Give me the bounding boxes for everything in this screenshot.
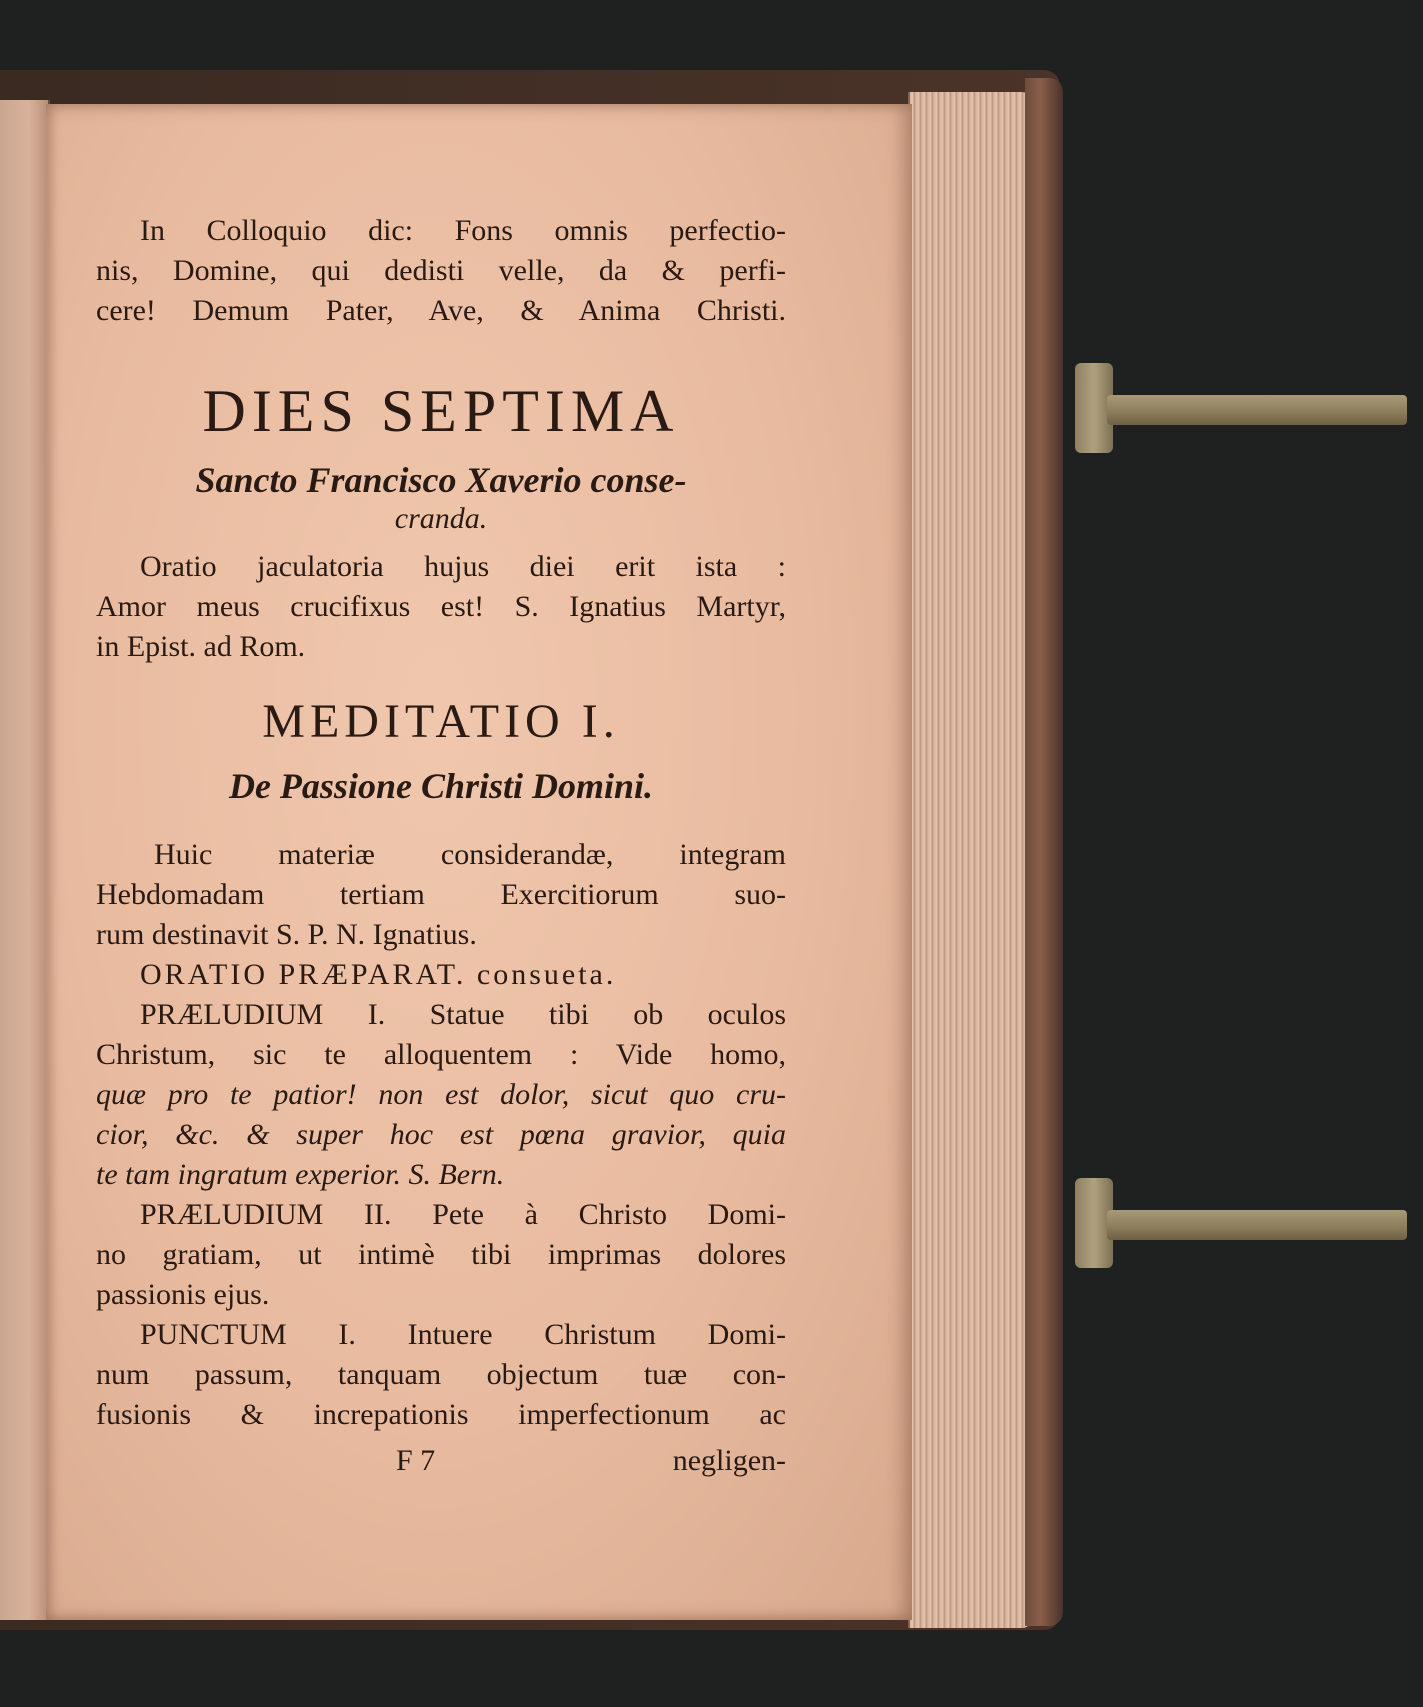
day-heading: DIES SEPTIMA [202,378,680,444]
body-line: PUNCTUM I. Intuere Christum Domi- [140,1318,786,1351]
body-line: ORATIO PRÆPARAT. consueta. [140,958,617,991]
body-line: Huic materiæ considerandæ, integram [154,838,786,871]
body-line: quæ pro te patior! non est dolor, sicut quo cru- [96,1078,786,1111]
colloquy-line: cere! Demum Pater, Ave, & Anima Christi. [96,294,786,327]
meditation-subtitle: De Passione Christi Domini. [228,766,654,806]
cover-edge [1025,78,1063,1626]
body-line: num passum, tanquam objectum tuæ con- [96,1358,786,1391]
body-line: PRÆLUDIUM I. Statue tibi ob oculos [140,998,786,1031]
body-line: fusionis & increpationis imperfectionum ac [96,1398,786,1431]
body-line: te tam ingratum experior. S. Bern. [96,1158,505,1191]
body-line: Hebdomadam tertiam Exercitiorum suo- [96,878,786,911]
oratio-line: Oratio jaculatoria hujus diei erit ista : [140,550,786,583]
body-line: no gratiam, ut intimè tibi imprimas dolores [96,1238,786,1271]
body-line: Christum, sic te alloquentem : Vide homo, [96,1038,786,1071]
colloquy-line: nis, Domine, qui dedisti velle, da & perfi- [96,254,786,287]
dedication-line: Sancto Francisco Xaverio conse- [195,460,687,500]
upper-clasp-bar [1107,395,1407,425]
colloquy-line: In Colloquio dic: Fons omnis perfectio- [140,214,786,247]
body-line: passionis ejus. [96,1278,270,1311]
body-line: rum destinavit S. P. N. Ignatius. [96,918,477,951]
left-page-edge [0,100,50,1620]
body-line: PRÆLUDIUM II. Pete à Christo Domi- [140,1198,786,1231]
meditation-heading: MEDITATIO I. [262,695,620,748]
dedication-line: cranda. [394,502,488,535]
lower-clasp-bar [1107,1210,1407,1240]
oratio-line: in Epist. ad Rom. [96,630,306,663]
page-block-edges [908,92,1032,1628]
oratio-line: Amor meus crucifixus est! S. Ignatius Martyr, [96,590,786,623]
signature-mark: F 7 [396,1444,436,1477]
catchword: negligen- [672,1444,786,1477]
body-line: cior, &c. & super hoc est pœna gravior, quia [96,1118,786,1151]
